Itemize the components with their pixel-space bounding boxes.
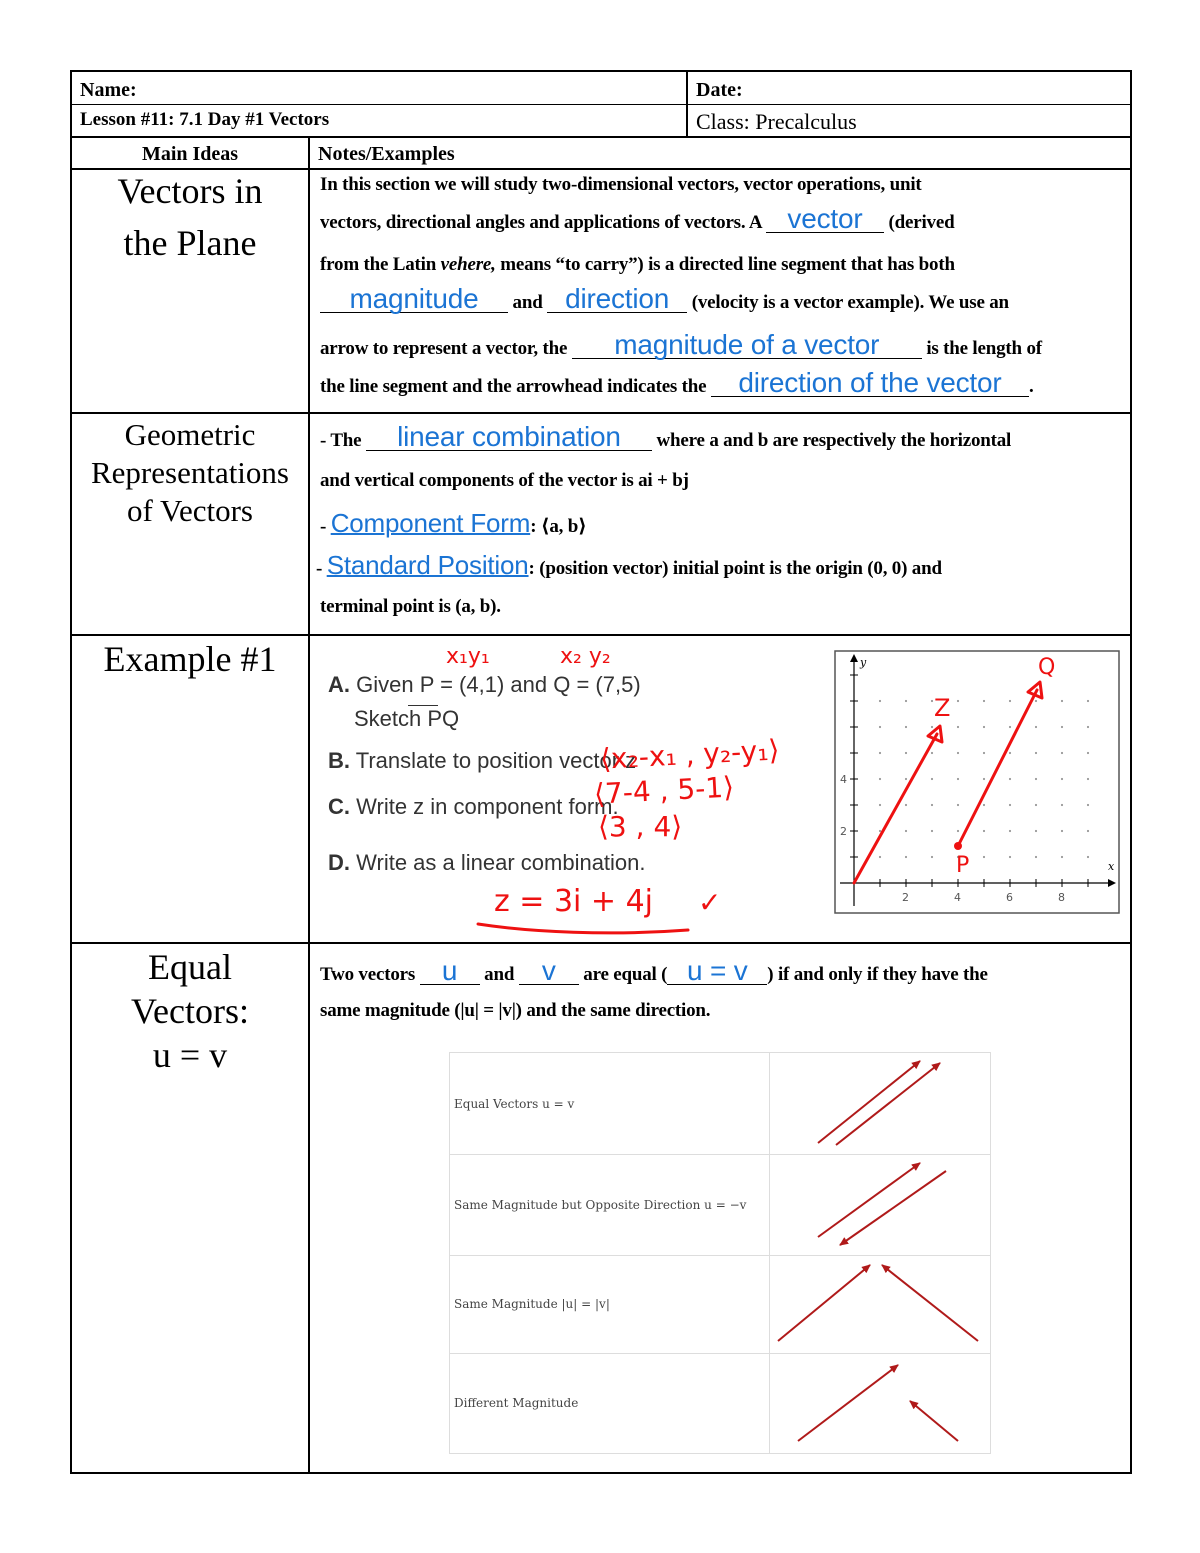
- grid-dot: [879, 778, 881, 780]
- grid-dot: [1009, 752, 1011, 754]
- grid-dot: [879, 804, 881, 806]
- vector-diagrams: [770, 1053, 990, 1453]
- table-border-top: [70, 70, 1132, 72]
- example-a-sub: [354, 706, 459, 732]
- grid-dot: [1061, 830, 1063, 832]
- text: : (position vector) initial point is the origin (0, 0) and: [528, 558, 942, 579]
- section4-title-line3: u = v: [152, 1035, 228, 1075]
- example-c: [328, 794, 619, 820]
- text: Given P = (4,1) and Q = (7,5): [356, 672, 641, 697]
- grid-dot: [905, 856, 907, 858]
- class-label: Class: Precalculus: [696, 109, 857, 134]
- text: .: [1028, 376, 1034, 397]
- text: -: [320, 516, 331, 537]
- notes-heading: Notes/Examples: [318, 143, 455, 165]
- blank-vector: vector: [766, 206, 884, 233]
- handwriting-underline: [470, 914, 700, 940]
- grid-dot: [957, 804, 959, 806]
- section4-line2: same magnitude (|u| = |v|) and the same direction.: [320, 1000, 711, 1021]
- section4-line1: [320, 955, 988, 986]
- section2-line3: [320, 508, 587, 539]
- grid-dot: [879, 752, 881, 754]
- grid-dot: [905, 752, 907, 754]
- section1-line5: [320, 329, 1042, 360]
- handwriting-substitution: ⟨7-4 , 5-1⟩: [593, 770, 735, 811]
- grid-dot: [931, 752, 933, 754]
- example-d: [328, 850, 646, 876]
- handwriting-formula: ⟨x₂-x₁ , y₂-y₁⟩: [599, 733, 781, 776]
- section3-title: Example #1: [103, 639, 277, 679]
- equal-vector-v: [836, 1063, 940, 1145]
- pq-overline: [408, 705, 438, 706]
- grid-dot: [983, 726, 985, 728]
- y-tick-label: 2: [840, 825, 847, 838]
- section1-line4: [320, 283, 1009, 314]
- text-italic: vehere,: [440, 254, 496, 275]
- grid-dot: [983, 804, 985, 806]
- handwriting-result: ⟨3 , 4⟩: [598, 810, 683, 843]
- header-divider-1: [70, 104, 1132, 105]
- grid-dot: [983, 778, 985, 780]
- section1-line1: In this section we will study two-dimensional vectors, vector operations, unit: [320, 174, 922, 195]
- blank-direction: direction: [547, 286, 687, 313]
- section2-title-line3: of Vectors: [127, 493, 253, 528]
- grid-dot: [879, 700, 881, 702]
- section2-line2: and vertical components of the vector is ai + bj: [320, 470, 689, 491]
- text: arrow to represent a vector, the: [320, 338, 572, 359]
- grid-dot: [1061, 752, 1063, 754]
- grid-dot: [1035, 752, 1037, 754]
- grid-dot: [957, 830, 959, 832]
- table-border-left: [70, 70, 72, 1474]
- column-divider: [308, 138, 310, 1474]
- text: Sketch PQ: [354, 706, 460, 731]
- text: the line segment and the arrowhead indicates the: [320, 376, 711, 397]
- point-p: [954, 842, 962, 850]
- grid-dot: [983, 856, 985, 858]
- text: (velocity is a vector example). We use an: [687, 292, 1009, 313]
- date-label: Date:: [696, 79, 743, 101]
- table-border-bottom: [70, 1472, 1132, 1474]
- row-label-same-magnitude: Same Magnitude |u| = |v|: [454, 1297, 610, 1311]
- section1-title-line1: Vectors in: [117, 171, 263, 211]
- grid-dot: [879, 726, 881, 728]
- different-magnitude-u: [798, 1365, 898, 1441]
- text: where a and b are respectively the horizontal: [651, 430, 1012, 451]
- x-axis-label: x: [1108, 860, 1115, 873]
- text: Two vectors: [320, 964, 420, 985]
- same-magnitude-u: [778, 1265, 870, 1341]
- grid-dot: [905, 726, 907, 728]
- row-label-equal: Equal Vectors u = v: [454, 1097, 575, 1111]
- label-b: B.: [328, 748, 350, 773]
- same-magnitude-v: [882, 1265, 978, 1341]
- text: is the length of: [921, 338, 1042, 359]
- grid-dot: [957, 778, 959, 780]
- text: (derived: [883, 212, 955, 233]
- blank-linear-combination: linear combination: [366, 424, 652, 451]
- text: Write z in component form.: [356, 794, 619, 819]
- main-ideas-heading: Main Ideas: [141, 143, 239, 165]
- row-divider-2: [70, 634, 1132, 636]
- grid-dot: [931, 804, 933, 806]
- grid-dot: [1035, 856, 1037, 858]
- grid-dot: [1087, 856, 1089, 858]
- example-b: [328, 748, 636, 774]
- label-d: D.: [328, 850, 350, 875]
- text: are equal (: [578, 964, 668, 985]
- text: from the Latin: [320, 254, 441, 275]
- grid-dot: [1035, 804, 1037, 806]
- section1-line3: [320, 254, 955, 276]
- text: vectors, directional angles and applications of vectors. A: [320, 212, 766, 233]
- text: means “to carry”) is a directed line segment that has both: [495, 254, 955, 275]
- grid-dot: [1009, 856, 1011, 858]
- table-border-right: [1130, 70, 1132, 1474]
- grid-dot: [1087, 778, 1089, 780]
- section4-title-line1: Equal: [148, 947, 232, 987]
- grid-dot: [983, 830, 985, 832]
- grid-dot: [1061, 700, 1063, 702]
- grid-dot: [931, 726, 933, 728]
- blank-direction-of-vector: direction of the vector: [711, 370, 1029, 397]
- section2-line5: terminal point is (a, b).: [320, 596, 501, 617]
- grid-dot: [1035, 830, 1037, 832]
- text: : ⟨a, b⟩: [530, 516, 587, 537]
- name-label: Name:: [80, 79, 137, 101]
- example-a: [328, 672, 641, 698]
- grid-dot: [1009, 726, 1011, 728]
- grid-dot: [957, 700, 959, 702]
- grid-dot: [931, 830, 933, 832]
- text: Translate to position vector z: [355, 748, 637, 773]
- label-p: P: [956, 853, 970, 878]
- blank-u: u: [420, 958, 480, 985]
- grid-dot: [905, 778, 907, 780]
- grid-dot: [931, 856, 933, 858]
- grid-dot: [983, 700, 985, 702]
- header-divider-2: [70, 136, 1132, 138]
- grid-dot: [1087, 830, 1089, 832]
- grid-dot: [1009, 700, 1011, 702]
- label-c: C.: [328, 794, 350, 819]
- grid-dot: [1061, 804, 1063, 806]
- grid-dot: [1061, 726, 1063, 728]
- text: ) if and only if they have the: [767, 964, 988, 985]
- grid-dot: [1009, 830, 1011, 832]
- grid-dot: [1009, 804, 1011, 806]
- row-label-different-magnitude: Different Magnitude: [454, 1396, 579, 1410]
- coordinate-graph: [834, 650, 1120, 914]
- blank-component-form: Component Form: [330, 508, 531, 538]
- section2-title-line1: Geometric: [124, 417, 256, 452]
- text: -: [316, 558, 327, 579]
- header-vertical: [686, 70, 688, 138]
- text: and: [508, 292, 548, 313]
- handwriting-answer: z = 3i + 4j: [494, 884, 654, 919]
- section2-line4: [316, 550, 942, 581]
- text: Write as a linear combination.: [356, 850, 646, 875]
- grid-dot: [905, 804, 907, 806]
- label-q: Q: [1038, 655, 1056, 680]
- grid-dot: [957, 752, 959, 754]
- grid-dot: [931, 700, 933, 702]
- row-label-opposite: Same Magnitude but Opposite Direction u = −v: [454, 1198, 747, 1212]
- section1-title-line2: the Plane: [123, 223, 257, 263]
- grid-dot: [1087, 726, 1089, 728]
- lesson-title: Lesson #11: 7.1 Day #1 Vectors: [80, 109, 330, 130]
- x-tick-label: 2: [902, 891, 909, 904]
- row-divider-1: [70, 412, 1132, 414]
- grid-dot: [905, 700, 907, 702]
- text: - The: [320, 430, 366, 451]
- section2-title-line2: Representations: [90, 455, 289, 490]
- label-a: A.: [328, 672, 350, 697]
- x-tick-label: 4: [954, 891, 961, 904]
- grid-dot: [879, 830, 881, 832]
- grid-dot: [931, 778, 933, 780]
- x-tick-label: 8: [1058, 891, 1065, 904]
- grid-dot: [879, 856, 881, 858]
- blank-standard-position: Standard Position: [326, 550, 529, 580]
- handwriting-x2y2: x₂ y₂: [560, 644, 611, 669]
- section1-line2: [320, 203, 955, 234]
- grid-dot: [1061, 778, 1063, 780]
- grid-dot: [905, 830, 907, 832]
- y-tick-label: 4: [840, 773, 847, 786]
- section2-line1: [320, 421, 1012, 452]
- grid-dot: [1009, 778, 1011, 780]
- colhead-divider: [70, 168, 1132, 170]
- grid-dot: [1035, 726, 1037, 728]
- blank-magnitude: magnitude: [320, 286, 508, 313]
- section2-title: [72, 416, 308, 530]
- section1-title: [72, 172, 308, 262]
- handwriting-x1y1: x₁y₁: [446, 644, 490, 669]
- grid-dot: [1061, 856, 1063, 858]
- equal-vector-u: [818, 1061, 920, 1143]
- grid-dot: [957, 726, 959, 728]
- label-z: Z: [934, 694, 951, 722]
- text: and: [479, 964, 519, 985]
- blank-magnitude-of-vector: magnitude of a vector: [572, 332, 922, 359]
- blank-v: v: [519, 958, 579, 985]
- section4-title-line2: Vectors:: [131, 991, 249, 1031]
- handwriting-check: ✓: [698, 886, 722, 919]
- grid-dot: [1087, 700, 1089, 702]
- section4-title: [72, 948, 308, 1074]
- grid-dot: [1087, 804, 1089, 806]
- y-axis-label: y: [860, 656, 867, 669]
- different-magnitude-v: [910, 1401, 958, 1441]
- grid-dot: [983, 752, 985, 754]
- x-tick-label: 6: [1006, 891, 1013, 904]
- grid-dot: [1087, 752, 1089, 754]
- blank-u-equals-v: u = v: [667, 958, 767, 985]
- grid-dot: [1035, 700, 1037, 702]
- grid-dot: [1035, 778, 1037, 780]
- section1-line6: [320, 367, 1034, 398]
- row-divider-3: [70, 942, 1132, 944]
